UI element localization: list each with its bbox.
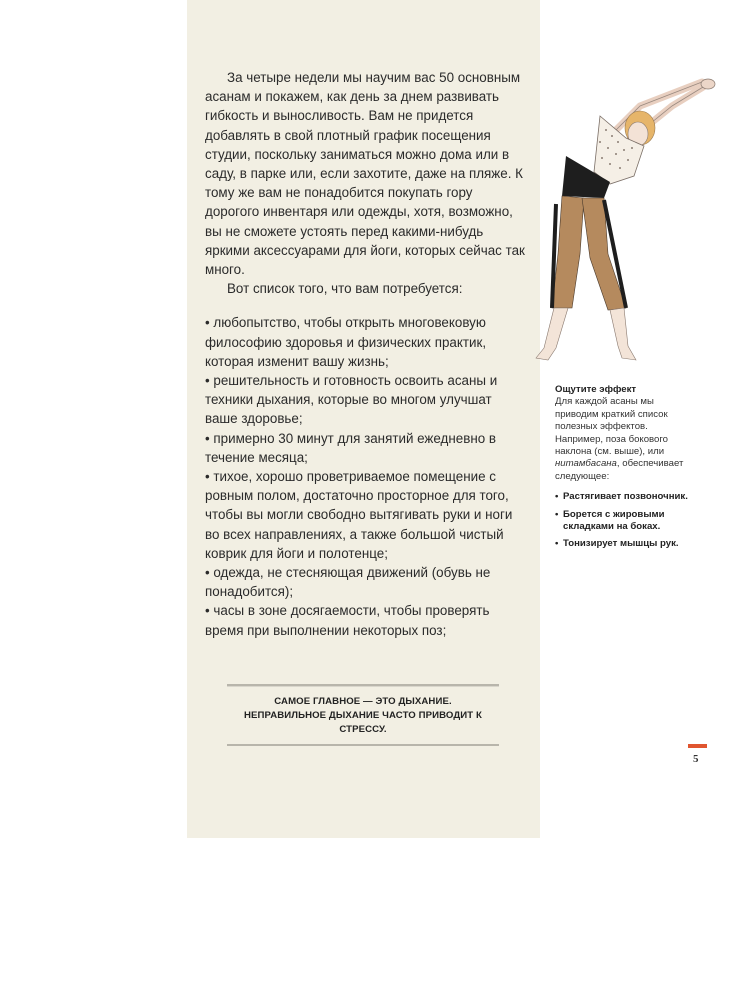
pull-quote-text <box>227 687 499 744</box>
sidebar-asana-name: нитамбасана <box>555 458 617 470</box>
list-intro: Вот список того, что вам потребуется: <box>227 281 463 297</box>
list-item: • тихое, хорошо проветриваемое помещение с ровным полом, достаточно просторное для того, чтобы вы могли свободно вытягивать руки и ноги во всех направлениях, а также большой чистый коврик для йоги и полотенце; <box>205 469 513 561</box>
effect-item: • Борется с жировыми складками на боках. <box>555 509 690 534</box>
sidebar-body-text: , обеспечивает следующее: <box>555 458 684 482</box>
pull-quote-line: НЕПРАВИЛЬНОЕ ДЫХАНИЕ ЧАСТО ПРИВОДИТ К СТРЕССУ. <box>244 710 482 735</box>
list-item: • решительность и готовность освоить асаны и техники дыхания, которые во многом улучшат ваше здоровье; <box>205 373 498 427</box>
pull-quote-line: САМОЕ ГЛАВНОЕ — ЭТО ДЫХАНИЕ. <box>274 696 452 707</box>
list-item: • одежда, не стесняющая движений (обувь не понадобится); <box>205 565 491 600</box>
effect-item: • Растягивает позвоночник. <box>555 491 690 503</box>
list-item: • примерно 30 минут для занятий ежедневно в течение месяца; <box>205 430 496 465</box>
list-item: • любопытство, чтобы открыть многовековую философию здоровья и физических практик, которая изменит вашу жизнь; <box>205 315 487 369</box>
divider <box>227 744 499 746</box>
side-bend-illustration-icon <box>522 76 722 366</box>
pull-quote <box>227 684 499 746</box>
effect-item: • Тонизирует мышцы рук. <box>555 538 690 550</box>
main-text <box>205 68 525 640</box>
effects-sidebar <box>555 384 690 556</box>
page-number: 5 <box>693 753 699 765</box>
sidebar-title: Ощутите эффект <box>555 384 637 395</box>
sidebar-body-text: Для каждой асаны мы приводим краткий список полезных эффектов. Например, поза бокового наклона (см. выше), или <box>555 396 668 458</box>
intro-paragraph: За четыре недели мы научим вас 50 основным асанам и покажем, как день за днем развивать гибкость и выносливость. Вам не придется добавлять в свой плотный график посещения студии, поскольку заниматься можно дома или в саду, в парке или, если захотите, даже на пляже. К тому же вам не понадобится покупать гору дорогого инвентаря или одежды, хотя, возможно, вы не сможете устоять перед какими-нибудь яркими аксессуарами для йоги, которых сейчас так много. <box>205 70 525 278</box>
sidebar-body <box>555 396 690 483</box>
list-item: • часы в зоне досягаемости, чтобы проверять время при выполнении некоторых поз; <box>205 603 490 638</box>
effects-list <box>555 491 690 551</box>
page-marker <box>688 744 707 748</box>
requirements-list <box>205 313 525 639</box>
